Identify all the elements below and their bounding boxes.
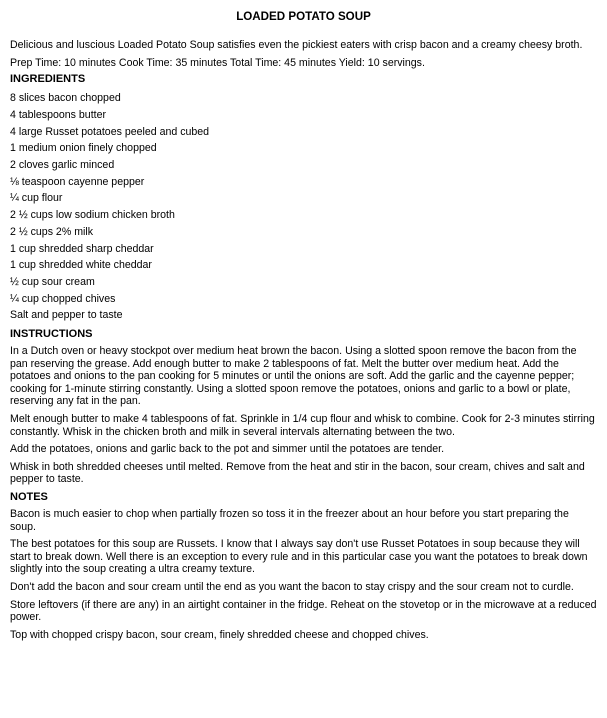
ingredients-heading: INGREDIENTS (10, 73, 86, 86)
ingredient-item: 1 medium onion finely chopped (10, 142, 157, 155)
ingredient-item: 2 ½ cups low sodium chicken broth (10, 209, 175, 222)
ingredient-item: ⅛ teaspoon cayenne pepper (10, 175, 145, 188)
ingredient-item: 4 large Russet potatoes peeled and cubed (10, 125, 210, 138)
note-paragraph: Don't add the bacon and sour cream until the end as you want the bacon to stay crispy and the sour cream not to curdle. (10, 580, 574, 593)
ingredient-item: 2 cloves garlic minced (10, 159, 115, 171)
ingredient-item: 1 cup shredded sharp cheddar (10, 242, 154, 255)
ingredient-item: 8 slices bacon chopped (10, 92, 121, 105)
ingredient-item: 2 ½ cups 2% milk (10, 225, 94, 238)
ingredient-item: 1 cup shredded white cheddar (10, 259, 152, 272)
note-paragraph: Bacon is much easier to chop when partially frozen so toss it in the freezer about an hour before you start preparing the soup. (10, 507, 569, 533)
note-paragraph: Top with chopped crispy bacon, sour cream, finely shredded cheese and chopped chives. (10, 628, 429, 641)
prep-info: Prep Time: 10 minutes Cook Time: 35 minutes Total Time: 45 minutes Yield: 10 servings. (10, 56, 425, 69)
instruction-paragraph: Whisk in both shredded cheeses until melted. Remove from the heat and stir in the bacon, sour cream, chives and salt and pepper to taste. (10, 460, 585, 486)
ingredients-list (10, 90, 597, 324)
ingredient-item: ½ cup sour cream (10, 275, 95, 288)
note-paragraph: The best potatoes for this soup are Russets. I know that I always say don't use Russet Potatoes in soup because they will start to break down. Well there is an exception to every rule and in this particular case you want the potatoes to break down slightly into the soup creating a ultra creamy texture. (10, 538, 588, 576)
note-paragraph: Store leftovers (if there are any) in an airtight container in the fridge. Reheat on the stovetop or in the microwave at a reduced power. (10, 598, 597, 624)
ingredient-item: ¼ cup chopped chives (10, 292, 116, 305)
notes-heading: NOTES (10, 490, 48, 503)
instructions-heading: INSTRUCTIONS (10, 328, 93, 341)
recipe-title: LOADED POTATO SOUP (236, 10, 371, 23)
instruction-paragraph: Melt enough butter to make 4 tablespoons of fat. Sprinkle in 1/4 cup flour and whisk to combine. Cook for 2-3 minutes stirring constantly. Whisk in the chicken broth and milk in several intervals alternating between the two. (10, 413, 595, 438)
instruction-paragraph: Add the potatoes, onions and garlic back to the pot and simmer until the potatoes are tender. (10, 443, 445, 456)
intro-paragraph: Delicious and luscious Loaded Potato Soup satisfies even the pickiest eaters with crisp bacon and a creamy cheesy broth. (10, 39, 583, 51)
ingredient-item: ¼ cup flour (10, 192, 63, 205)
ingredient-item: Salt and pepper to taste (10, 309, 123, 322)
ingredient-item: 4 tablespoons butter (10, 108, 107, 121)
instruction-paragraph: In a Dutch oven or heavy stockpot over medium heat brown the bacon. Using a slotted spoon remove the bacon from the pan reserving the grease. Add enough butter to make 2 tablespoons of fat. Melt the butter over medium heat. Add the potatoes and onions to the pan cooking for 5 minutes or until the onions are soft. Add the garlic and the cayenne pepper; cooking for 1-minute stirring constantly. Using a slotted spoon remove the potatoes, onions and garlic to a bowl or plate, reserving any fat in the pan. (10, 345, 577, 408)
